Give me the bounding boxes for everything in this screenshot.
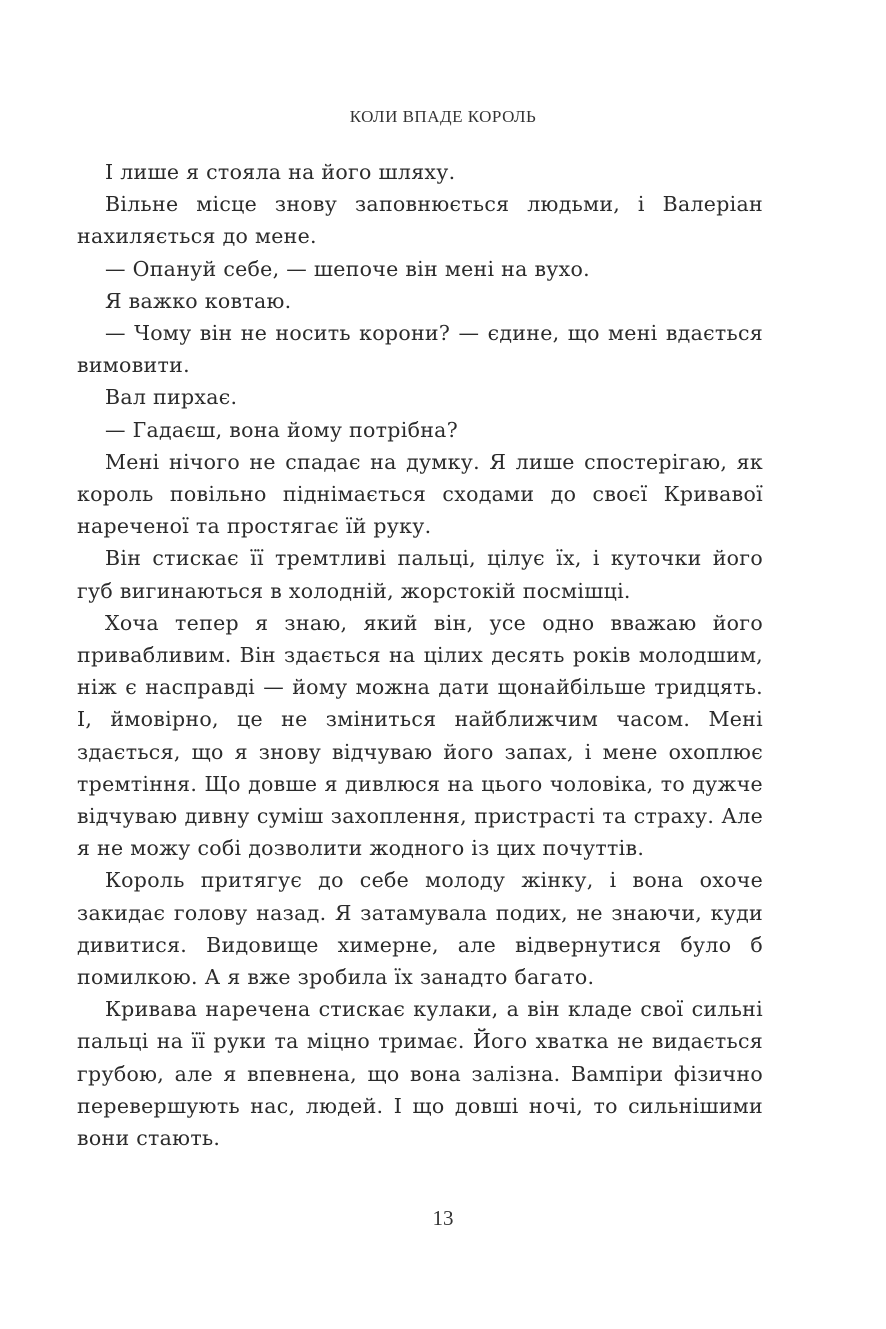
paragraph: — Гадаєш, вона йому потрібна?: [105, 417, 458, 442]
paragraph: Вал пирхає.: [105, 385, 238, 410]
paragraph: Мені нічого не спадає на думку. Я лише спостерігаю, як король повільно піднімається сходами до своєї Кривавої нареченої та простягає їй руку.: [77, 449, 763, 539]
body-text: [77, 156, 763, 1154]
paragraph: Я важко ковтаю.: [105, 288, 292, 313]
paragraph: Кривава наречена стискає кулаки, а він кладе свої сильні пальці на її руки та міцно тримає. Його хватка не видається грубою, але я впевнена, що вона залізна. Вампіри фізично перевершують нас, людей. І що довші ночі, то сильнішими вони стають.: [77, 997, 763, 1151]
page-number: 13: [432, 1206, 454, 1230]
paragraph: Він стискає її тремтливі пальці, цілує їх, і куточки його губ вигинаються в холодній, жорстокій посмішці.: [77, 546, 763, 603]
paragraph: Король притягує до себе молоду жінку, і вона охоче закидає голову назад. Я затамувала подих, не знаючи, куди дивитися. Видовище химерне, але відвернутися було б помилкою. А я вже зробила їх занадто багато.: [77, 868, 763, 990]
paragraph: Вільне місце знову заповнюється людьми, і Валеріан нахиляється до мене.: [77, 192, 763, 249]
paragraph: — Опануй себе, — шепоче він мені на вухо.: [105, 256, 590, 281]
paragraph: Хоча тепер я знаю, який він, усе одно вважаю його привабливим. Він здається на цілих десять років молодшим, ніж є насправді — йому можна дати щонайбільше тридцять. І, ймовірно, це не зміниться найближчим часом. Мені здається, що я знову відчуваю його запах, і мене охоплює тремтіння. Що довше я дивлюся на цього чоловіка, то дужче відчуваю дивну суміш захоплення, пристрасті та страху. Але я не можу собі дозволити жодного із цих почуттів.: [77, 610, 763, 861]
running-head: КОЛИ ВПАДЕ КОРОЛЬ: [349, 107, 537, 126]
paragraph: І лише я стояла на його шляху.: [105, 160, 456, 184]
paragraph: — Чому він не носить корони? — єдине, що мені вдається вимовити.: [77, 321, 763, 378]
